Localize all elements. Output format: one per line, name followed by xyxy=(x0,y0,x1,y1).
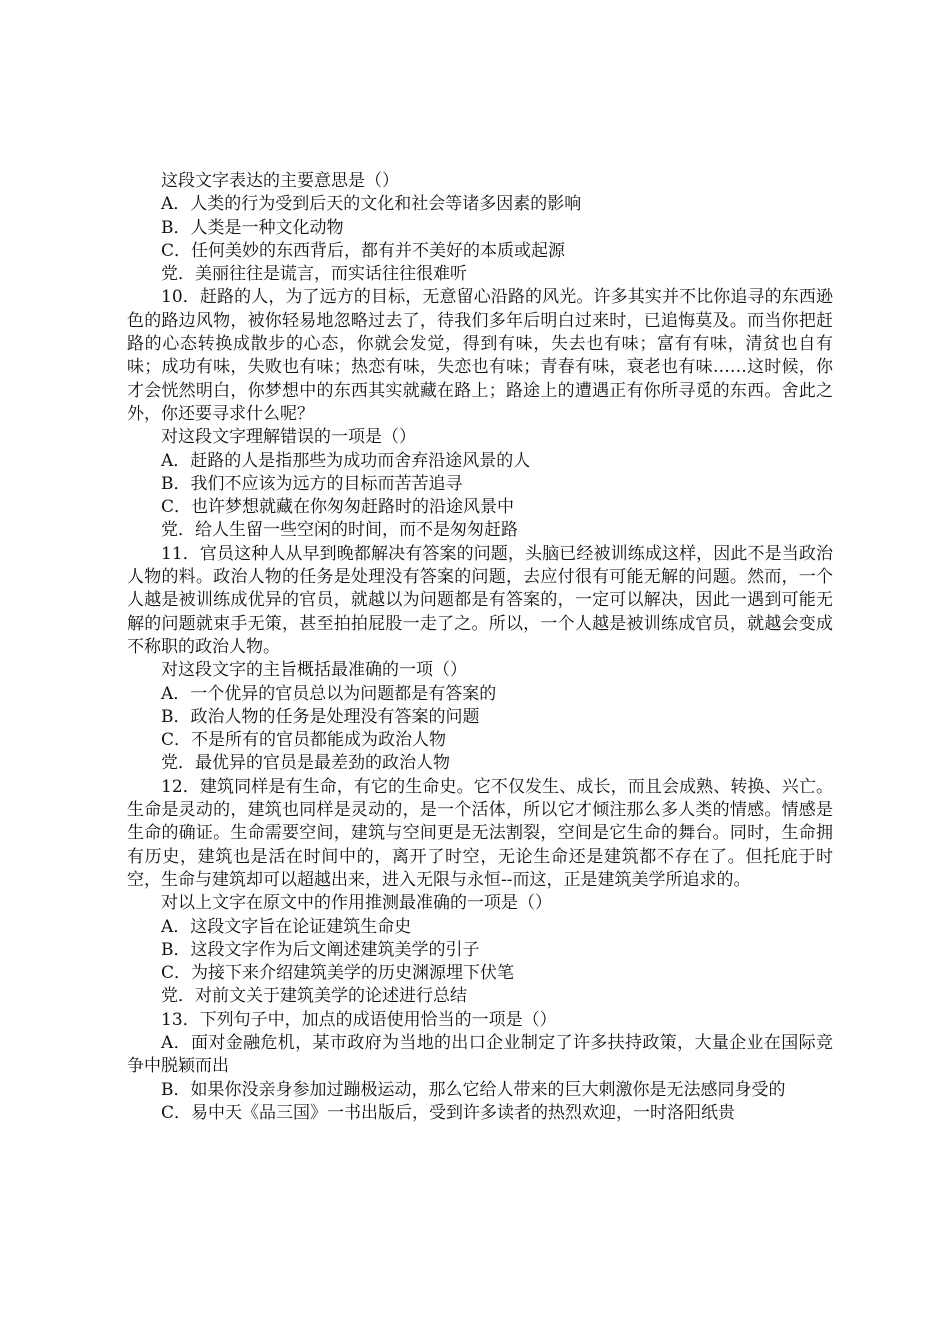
question-12-option-c: C．为接下来介绍建筑美学的历史渊源埋下伏笔 xyxy=(161,963,515,984)
question-11-option-b: B．政治人物的任务是处理没有答案的问题 xyxy=(161,706,480,727)
question-11-passage: 11．官员这种人从早到晚都解决有答案的问题，头脑已经被训练成这样，因此不是当政治人物的料。政治人物的任务是处理没有答案的问题，去应付很有可能无解的问题。然而，一个人越是被训练成优异的官员，就越以为问题都是有答案的，一定可以解决，因此一遇到可能无解的问题就束手无策，甚至拍拍屁股一走了之。所以，一个人越是被训练成官员，就越会变成不称职的政治人物。 xyxy=(127,543,833,657)
question-10-passage: 10．赶路的人，为了远方的目标，无意留心沿路的风光。许多其实并不比你追寻的东西逊色的路边风物，被你轻易地忽略过去了，待我们多年后明白过来时，已追悔莫及。而当你把赶路的心态转换成散步的心态，你就会发觉，得到有味，失去也有味；富有有味，清贫也自有味；成功有味，失败也有味；热恋有味，失恋也有味；青春有味，衰老也有味……这时候，你才会恍然明白，你梦想中的东西其实就藏在路上；路途上的遭遇正有你所寻觅的东西。舍此之外，你还要寻求什么呢？ xyxy=(127,287,833,424)
question-13-option-c: C．易中天《品三国》一书出版后，受到许多读者的热烈欢迎，一时洛阳纸贵 xyxy=(161,1102,736,1123)
question-12-option-d: 党．对前文关于建筑美学的论述进行总结 xyxy=(161,986,467,1007)
question-10-option-c: C．也许梦想就藏在你匆匆赶路时的沿途风景中 xyxy=(161,497,515,518)
question-11-option-a: A．一个优异的官员总以为问题都是有答案的 xyxy=(161,683,497,704)
question-12-passage: 12．建筑同样是有生命，有它的生命史。它不仅发生、成长，而且会成熟、转换、兴亡。生命是灵动的，建筑也同样是灵动的，是一个活体，所以它才倾注那么多人类的情感。情感是生命的确证。生命需要空间，建筑与空间更是无法割裂，空间是它生命的舞台。同时，生命拥有历史，建筑也是活在时间中的，离开了时空，无论生命还是建筑都不存在了。但托庇于时空，生命与建筑却可以超越出来，进入无限与永恒--而这，正是建筑美学所追求的。 xyxy=(127,776,833,890)
question-13-stem: 13．下列句子中，加点的成语使用恰当的一项是（） xyxy=(161,1009,557,1030)
question-10-option-b: B．我们不应该为远方的目标而苦苦追寻 xyxy=(161,473,463,494)
question-10-option-d: 党．给人生留一些空闲的时间，而不是匆匆赶路 xyxy=(161,520,518,541)
question-13-option-b: B．如果你没亲身参加过蹦极运动，那么它给人带来的巨大刺激你是无法感同身受的 xyxy=(161,1079,786,1100)
option-d: 党．美丽往往是谎言，而实话往往很难听 xyxy=(161,264,467,285)
document-page xyxy=(127,170,833,1125)
question-10-stem: 对这段文字理解错误的一项是（） xyxy=(161,427,416,448)
question-12-option-b: B．这段文字作为后文阐述建筑美学的引子 xyxy=(161,939,480,960)
question-10-option-a: A．赶路的人是指那些为成功而舍弃沿途风景的人 xyxy=(161,450,531,471)
question-stem: 这段文字表达的主要意思是（） xyxy=(161,171,399,191)
option-c: C．任何美妙的东西背后，都有并不美好的本质或起源 xyxy=(161,240,566,261)
option-a: A．人类的行为受到后天的文化和社会等诸多因素的影响 xyxy=(161,194,582,215)
question-13-option-a: A．面对金融危机，某市政府为当地的出口企业制定了许多扶持政策，大量企业在国际竞争中脱颖而出 xyxy=(127,1032,833,1077)
question-11-stem: 对这段文字的主旨概括最准确的一项（） xyxy=(161,660,467,681)
option-b: B．人类是一种文化动物 xyxy=(161,217,344,238)
question-11-option-c: C．不是所有的官员都能成为政治人物 xyxy=(161,730,447,751)
question-12-option-a: A．这段文字旨在论证建筑生命史 xyxy=(161,916,412,937)
question-12-stem: 对以上文字在原文中的作用推测最准确的一项是（） xyxy=(161,893,552,914)
question-11-option-d: 党．最优异的官员是最差劲的政治人物 xyxy=(161,753,450,774)
